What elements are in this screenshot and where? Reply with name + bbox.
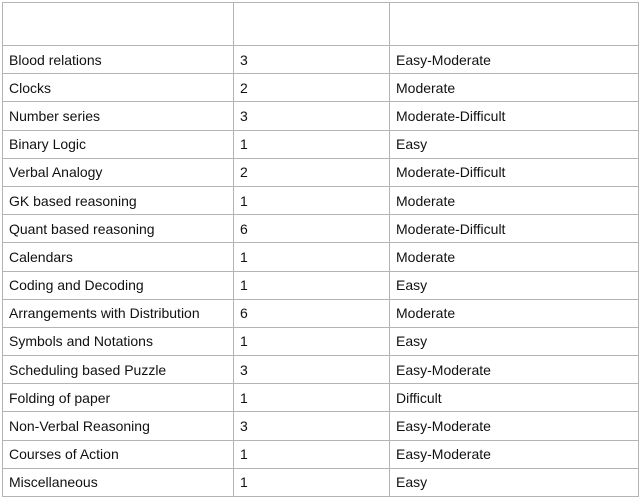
table-row	[3, 46, 639, 74]
table-row	[3, 412, 639, 440]
table-row	[3, 74, 639, 102]
cell-topic: Arrangements with Distribution	[3, 299, 234, 327]
cell-topic: Verbal Analogy	[3, 158, 234, 186]
header-row	[3, 3, 639, 46]
cell-count: 1	[234, 186, 390, 214]
cell-difficulty: Moderate-Difficult	[390, 215, 639, 243]
cell-difficulty: Easy-Moderate	[390, 440, 639, 468]
cell-difficulty: Easy	[390, 468, 639, 496]
cell-count: 1	[234, 271, 390, 299]
cell-difficulty: Moderate	[390, 186, 639, 214]
cell-difficulty: Moderate	[390, 74, 639, 102]
header-cell-count	[234, 3, 390, 46]
cell-count: 1	[234, 468, 390, 496]
cell-count: 1	[234, 327, 390, 355]
cell-difficulty: Difficult	[390, 384, 639, 412]
table-row	[3, 440, 639, 468]
cell-count: 3	[234, 102, 390, 130]
cell-count: 2	[234, 74, 390, 102]
table-row	[3, 299, 639, 327]
header-cell-topic	[3, 3, 234, 46]
cell-topic: Clocks	[3, 74, 234, 102]
table-row	[3, 356, 639, 384]
cell-difficulty: Easy-Moderate	[390, 356, 639, 384]
cell-count: 6	[234, 215, 390, 243]
cell-topic: Courses of Action	[3, 440, 234, 468]
table-row	[3, 327, 639, 355]
cell-difficulty: Easy	[390, 327, 639, 355]
cell-count: 1	[234, 130, 390, 158]
cell-topic: Quant based reasoning	[3, 215, 234, 243]
table-row	[3, 130, 639, 158]
cell-topic: Folding of paper	[3, 384, 234, 412]
cell-count: 1	[234, 440, 390, 468]
cell-topic: Scheduling based Puzzle	[3, 356, 234, 384]
cell-difficulty: Moderate-Difficult	[390, 158, 639, 186]
cell-count: 3	[234, 46, 390, 74]
cell-difficulty: Easy	[390, 271, 639, 299]
cell-difficulty: Moderate	[390, 299, 639, 327]
cell-count: 2	[234, 158, 390, 186]
cell-topic: GK based reasoning	[3, 186, 234, 214]
cell-count: 1	[234, 243, 390, 271]
header-cell-difficulty	[390, 3, 639, 46]
cell-count: 6	[234, 299, 390, 327]
cell-count: 3	[234, 412, 390, 440]
cell-topic: Miscellaneous	[3, 468, 234, 496]
table-row	[3, 271, 639, 299]
cell-topic: Non-Verbal Reasoning	[3, 412, 234, 440]
cell-difficulty: Easy-Moderate	[390, 412, 639, 440]
cell-difficulty: Easy	[390, 130, 639, 158]
cell-topic: Coding and Decoding	[3, 271, 234, 299]
table-row	[3, 102, 639, 130]
cell-topic: Blood relations	[3, 46, 234, 74]
table-row	[3, 384, 639, 412]
table-row	[3, 158, 639, 186]
table-row	[3, 215, 639, 243]
table-row	[3, 243, 639, 271]
cell-count: 1	[234, 384, 390, 412]
cell-difficulty: Moderate-Difficult	[390, 102, 639, 130]
cell-count: 3	[234, 356, 390, 384]
table-row	[3, 468, 639, 496]
cell-difficulty: Moderate	[390, 243, 639, 271]
cell-difficulty: Easy-Moderate	[390, 46, 639, 74]
cell-topic: Calendars	[3, 243, 234, 271]
cell-topic: Symbols and Notations	[3, 327, 234, 355]
topics-table	[2, 2, 639, 497]
table-row	[3, 186, 639, 214]
cell-topic: Number series	[3, 102, 234, 130]
cell-topic: Binary Logic	[3, 130, 234, 158]
